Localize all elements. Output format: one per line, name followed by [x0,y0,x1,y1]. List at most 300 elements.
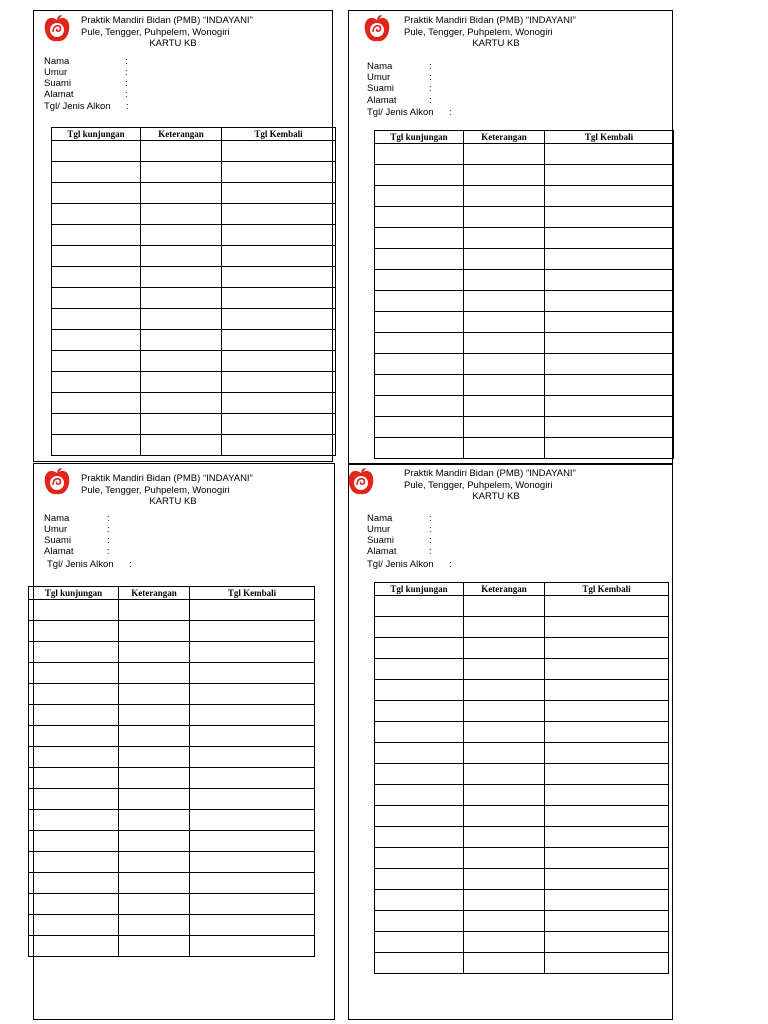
table-row [375,396,674,417]
notes-cell[interactable] [119,705,190,726]
return-date-cell[interactable] [222,414,336,435]
return-date-cell[interactable] [545,375,674,396]
notes-cell[interactable] [464,333,545,354]
visit-date-cell[interactable] [375,890,464,911]
card-title: KARTU KB [149,38,197,49]
visit-date-cell[interactable] [29,873,119,894]
field-label: Umur [44,524,68,535]
return-date-cell[interactable] [222,393,336,414]
field-colon: : [107,524,110,535]
visit-date-cell[interactable] [375,701,464,722]
card-1-header [81,15,281,50]
notes-cell[interactable] [141,183,222,204]
field-alamat [44,546,164,557]
return-date-cell[interactable] [545,291,674,312]
visit-table-card-3 [28,586,315,957]
notes-cell[interactable] [464,932,545,953]
table-row [29,873,315,894]
field-colon: : [125,89,128,100]
return-date-cell[interactable] [222,288,336,309]
table-row [375,270,674,291]
notes-cell[interactable] [119,747,190,768]
visit-date-cell[interactable] [375,207,464,228]
table-row [375,953,669,974]
notes-cell[interactable] [464,291,545,312]
return-date-cell[interactable] [222,246,336,267]
visit-date-cell[interactable] [29,831,119,852]
notes-cell[interactable] [141,225,222,246]
return-date-cell[interactable] [222,267,336,288]
table-row [375,680,669,701]
notes-cell[interactable] [141,393,222,414]
visit-date-cell[interactable] [375,659,464,680]
notes-cell[interactable] [464,848,545,869]
notes-cell[interactable] [464,144,545,165]
notes-cell[interactable] [464,890,545,911]
field-colon: : [429,83,432,94]
notes-cell[interactable] [119,684,190,705]
return-date-cell[interactable] [545,354,674,375]
notes-cell[interactable] [141,435,222,456]
notes-cell[interactable] [464,785,545,806]
visit-date-cell[interactable] [52,288,141,309]
return-date-cell[interactable] [190,747,315,768]
notes-cell[interactable] [464,911,545,932]
notes-cell[interactable] [464,617,545,638]
table-row [29,726,315,747]
visit-date-cell[interactable] [375,932,464,953]
notes-cell[interactable] [464,680,545,701]
notes-cell[interactable] [141,267,222,288]
field-label: Nama [367,513,393,524]
return-date-cell[interactable] [545,848,669,869]
return-date-cell[interactable] [545,249,674,270]
field-suami [367,83,487,94]
table-row [375,659,669,680]
table-row [375,144,674,165]
visit-date-cell[interactable] [29,936,119,957]
notes-cell[interactable] [464,375,545,396]
visit-date-cell[interactable] [375,869,464,890]
field-colon: : [449,559,452,570]
return-date-cell[interactable] [190,852,315,873]
return-date-cell[interactable] [190,600,315,621]
table-row [52,162,336,183]
card-4-left-border [348,463,349,1020]
return-date-cell[interactable] [545,827,669,848]
return-date-cell[interactable] [545,417,674,438]
table-row [52,309,336,330]
visit-date-cell[interactable] [52,435,141,456]
table-row [52,204,336,225]
table-row [375,354,674,375]
return-date-cell[interactable] [222,330,336,351]
table-row [29,810,315,831]
return-date-cell[interactable] [545,953,669,974]
return-date-cell[interactable] [190,726,315,747]
field-colon: : [429,546,432,557]
visit-date-cell[interactable] [29,810,119,831]
notes-cell[interactable] [464,354,545,375]
visit-date-cell[interactable] [29,663,119,684]
field-alamat [367,546,487,557]
card-4-header [404,468,604,503]
table-row [375,785,669,806]
visit-date-cell[interactable] [29,789,119,810]
table-row [375,911,669,932]
visit-date-cell[interactable] [375,144,464,165]
return-date-cell[interactable] [545,722,669,743]
field-label: Umur [44,67,68,78]
return-date-cell[interactable] [545,144,674,165]
table-row [29,684,315,705]
table-row [375,207,674,228]
visit-date-cell[interactable] [52,414,141,435]
table-row [375,249,674,270]
return-date-cell[interactable] [545,165,674,186]
notes-cell[interactable] [119,831,190,852]
visit-date-cell[interactable] [375,785,464,806]
field-nama [44,513,164,524]
return-date-cell[interactable] [545,638,669,659]
return-date-cell[interactable] [545,764,669,785]
return-date-cell[interactable] [545,806,669,827]
visit-date-cell[interactable] [29,768,119,789]
return-date-cell[interactable] [545,743,669,764]
return-date-cell[interactable] [190,663,315,684]
return-date-cell[interactable] [545,396,674,417]
field-label: Alamat [367,546,397,557]
visit-date-cell[interactable] [375,617,464,638]
visit-date-cell[interactable] [52,162,141,183]
notes-cell[interactable] [464,249,545,270]
return-date-cell[interactable] [545,890,669,911]
visit-date-cell[interactable] [29,747,119,768]
visit-date-cell[interactable] [375,417,464,438]
return-date-cell[interactable] [222,141,336,162]
return-date-cell[interactable] [190,915,315,936]
notes-cell[interactable] [464,827,545,848]
return-date-cell[interactable] [222,351,336,372]
notes-cell[interactable] [141,330,222,351]
clinic-address: Pule, Tengger, Puhpelem, Wonogiri [404,26,553,38]
visit-date-cell[interactable] [52,246,141,267]
notes-cell[interactable] [464,207,545,228]
header-return-date: Tgl Kembali [545,583,669,596]
visit-date-cell[interactable] [375,396,464,417]
return-date-cell[interactable] [545,186,674,207]
notes-cell[interactable] [119,852,190,873]
visit-date-cell[interactable] [375,743,464,764]
notes-cell[interactable] [464,186,545,207]
visit-date-cell[interactable] [375,638,464,659]
return-date-cell[interactable] [222,309,336,330]
table-row [52,141,336,162]
visit-date-cell[interactable] [52,225,141,246]
visit-date-cell[interactable] [375,228,464,249]
field-label: Nama [367,61,393,72]
table-row [375,764,669,785]
card-title: KARTU KB [472,38,520,49]
table-row [375,827,669,848]
notes-cell[interactable] [464,270,545,291]
field-tgl-jenis-alkon [367,107,487,118]
table-row [29,600,315,621]
visit-date-cell[interactable] [375,911,464,932]
return-date-cell[interactable] [222,435,336,456]
visit-date-cell[interactable] [375,764,464,785]
field-umur [367,524,487,535]
visit-date-cell[interactable] [29,684,119,705]
visit-date-cell[interactable] [52,141,141,162]
visit-date-cell[interactable] [52,183,141,204]
header-notes: Keterangan [141,128,222,141]
notes-cell[interactable] [141,162,222,183]
notes-cell[interactable] [141,141,222,162]
visit-date-cell[interactable] [375,333,464,354]
header-notes: Keterangan [464,131,545,144]
notes-cell[interactable] [464,701,545,722]
notes-cell[interactable] [141,246,222,267]
field-tgl-jenis-alkon [44,101,164,112]
table-row [52,225,336,246]
field-label: Suami [44,535,71,546]
field-alamat [44,89,164,100]
visit-date-cell[interactable] [52,351,141,372]
notes-cell[interactable] [464,953,545,974]
notes-cell[interactable] [464,722,545,743]
table-row [375,228,674,249]
visit-date-cell[interactable] [375,165,464,186]
card-2-header [404,15,604,50]
table-row [29,747,315,768]
field-colon: : [107,513,110,524]
visit-date-cell[interactable] [52,204,141,225]
return-date-cell[interactable] [190,789,315,810]
table-row [52,267,336,288]
notes-cell[interactable] [464,228,545,249]
field-label: Umur [367,524,391,535]
visit-table-card-1 [51,127,336,456]
visit-date-cell[interactable] [52,330,141,351]
return-date-cell[interactable] [190,873,315,894]
visit-date-cell[interactable] [29,894,119,915]
return-date-cell[interactable] [545,596,669,617]
return-date-cell[interactable] [545,228,674,249]
clinic-name: Praktik Mandiri Bidan (PMB) “INDAYANI” [81,473,253,484]
return-date-cell[interactable] [545,438,674,459]
header-visit-date: Tgl kunjungan [375,583,464,596]
field-nama [367,513,487,524]
header-return-date: Tgl Kembali [190,587,315,600]
return-date-cell[interactable] [545,207,674,228]
clinic-address: Pule, Tengger, Puhpelem, Wonogiri [81,26,230,38]
notes-cell[interactable] [464,596,545,617]
notes-cell[interactable] [141,288,222,309]
table-row [29,642,315,663]
visit-date-cell[interactable] [375,249,464,270]
table-row [52,372,336,393]
notes-cell[interactable] [141,351,222,372]
notes-cell[interactable] [464,165,545,186]
notes-cell[interactable] [119,810,190,831]
notes-cell[interactable] [464,417,545,438]
field-label: Suami [44,78,71,89]
visit-date-cell[interactable] [375,848,464,869]
notes-cell[interactable] [119,642,190,663]
clinic-name: Praktik Mandiri Bidan (PMB) “INDAYANI” [81,15,253,26]
return-date-cell[interactable] [545,659,669,680]
field-suami [44,78,164,89]
notes-cell[interactable] [464,312,545,333]
return-date-cell[interactable] [190,621,315,642]
visit-date-cell[interactable] [375,438,464,459]
notes-cell[interactable] [464,764,545,785]
return-date-cell[interactable] [545,617,669,638]
return-date-cell[interactable] [222,183,336,204]
return-date-cell[interactable] [545,869,669,890]
return-date-cell[interactable] [545,333,674,354]
visit-date-cell[interactable] [29,600,119,621]
visit-date-cell[interactable] [29,852,119,873]
return-date-cell[interactable] [545,680,669,701]
header-visit-date: Tgl kunjungan [375,131,464,144]
field-colon: : [429,513,432,524]
table-row [375,932,669,953]
header-return-date: Tgl Kembali [545,131,674,144]
visit-date-cell[interactable] [375,291,464,312]
clinic-logo-icon [42,467,72,497]
table-row [52,414,336,435]
notes-cell[interactable] [141,204,222,225]
notes-cell[interactable] [119,789,190,810]
notes-cell[interactable] [119,915,190,936]
return-date-cell[interactable] [545,701,669,722]
visit-date-cell[interactable] [52,393,141,414]
table-row [29,621,315,642]
notes-cell[interactable] [464,743,545,764]
return-date-cell[interactable] [545,270,674,291]
visit-date-cell[interactable] [375,680,464,701]
table-row [52,351,336,372]
notes-cell[interactable] [141,372,222,393]
field-label: Tgl/ Jenis Alkon [47,559,114,570]
visit-date-cell[interactable] [29,621,119,642]
table-row [375,375,674,396]
notes-cell[interactable] [141,309,222,330]
header-visit-date: Tgl kunjungan [29,587,119,600]
visit-date-cell[interactable] [52,309,141,330]
notes-cell[interactable] [119,936,190,957]
visit-date-cell[interactable] [375,375,464,396]
return-date-cell[interactable] [190,831,315,852]
notes-cell[interactable] [464,396,545,417]
visit-date-cell[interactable] [375,953,464,974]
return-date-cell[interactable] [222,225,336,246]
clinic-name: Praktik Mandiri Bidan (PMB) “INDAYANI” [404,468,576,479]
return-date-cell[interactable] [545,911,669,932]
field-tgl-jenis-alkon [47,559,167,570]
visit-date-cell[interactable] [375,827,464,848]
return-date-cell[interactable] [190,810,315,831]
table-row [375,291,674,312]
visit-date-cell[interactable] [375,312,464,333]
return-date-cell[interactable] [190,936,315,957]
clinic-name: Praktik Mandiri Bidan (PMB) “INDAYANI” [404,15,576,26]
visit-date-cell[interactable] [375,722,464,743]
visit-date-cell[interactable] [29,642,119,663]
notes-cell[interactable] [119,663,190,684]
notes-cell[interactable] [119,894,190,915]
return-date-cell[interactable] [222,204,336,225]
field-colon: : [449,107,452,118]
notes-cell[interactable] [464,638,545,659]
notes-cell[interactable] [464,806,545,827]
visit-date-cell[interactable] [52,267,141,288]
notes-cell[interactable] [119,600,190,621]
field-label: Tgl/ Jenis Alkon [367,107,434,118]
notes-cell[interactable] [464,659,545,680]
notes-cell[interactable] [464,869,545,890]
visit-table-card-2 [374,130,674,459]
table-row [29,852,315,873]
notes-cell[interactable] [119,768,190,789]
table-row [29,705,315,726]
return-date-cell[interactable] [222,162,336,183]
visit-date-cell[interactable] [375,270,464,291]
field-label: Alamat [367,95,397,106]
visit-date-cell[interactable] [29,705,119,726]
visit-date-cell[interactable] [52,372,141,393]
return-date-cell[interactable] [222,372,336,393]
return-date-cell[interactable] [190,768,315,789]
table-row [375,617,669,638]
notes-cell[interactable] [464,438,545,459]
field-colon: : [429,524,432,535]
notes-cell[interactable] [119,726,190,747]
return-date-cell[interactable] [190,684,315,705]
field-label: Tgl/ Jenis Alkon [44,101,111,112]
return-date-cell[interactable] [190,705,315,726]
return-date-cell[interactable] [545,785,669,806]
field-label: Nama [44,513,70,524]
field-tgl-jenis-alkon [367,559,487,570]
header-visit-date: Tgl kunjungan [52,128,141,141]
visit-date-cell[interactable] [29,915,119,936]
field-label: Umur [367,72,391,83]
field-colon: : [125,56,128,67]
visit-date-cell[interactable] [375,354,464,375]
return-date-cell[interactable] [190,642,315,663]
table-row [29,663,315,684]
visit-date-cell[interactable] [375,596,464,617]
notes-cell[interactable] [141,414,222,435]
table-row [375,806,669,827]
return-date-cell[interactable] [545,312,674,333]
table-row [375,638,669,659]
notes-cell[interactable] [119,621,190,642]
notes-cell[interactable] [119,873,190,894]
visit-date-cell[interactable] [375,806,464,827]
table-row [29,768,315,789]
field-label: Suami [367,83,394,94]
visit-date-cell[interactable] [29,726,119,747]
visit-date-cell[interactable] [375,186,464,207]
return-date-cell[interactable] [190,894,315,915]
return-date-cell[interactable] [545,932,669,953]
field-colon: : [429,95,432,106]
field-label: Suami [367,535,394,546]
